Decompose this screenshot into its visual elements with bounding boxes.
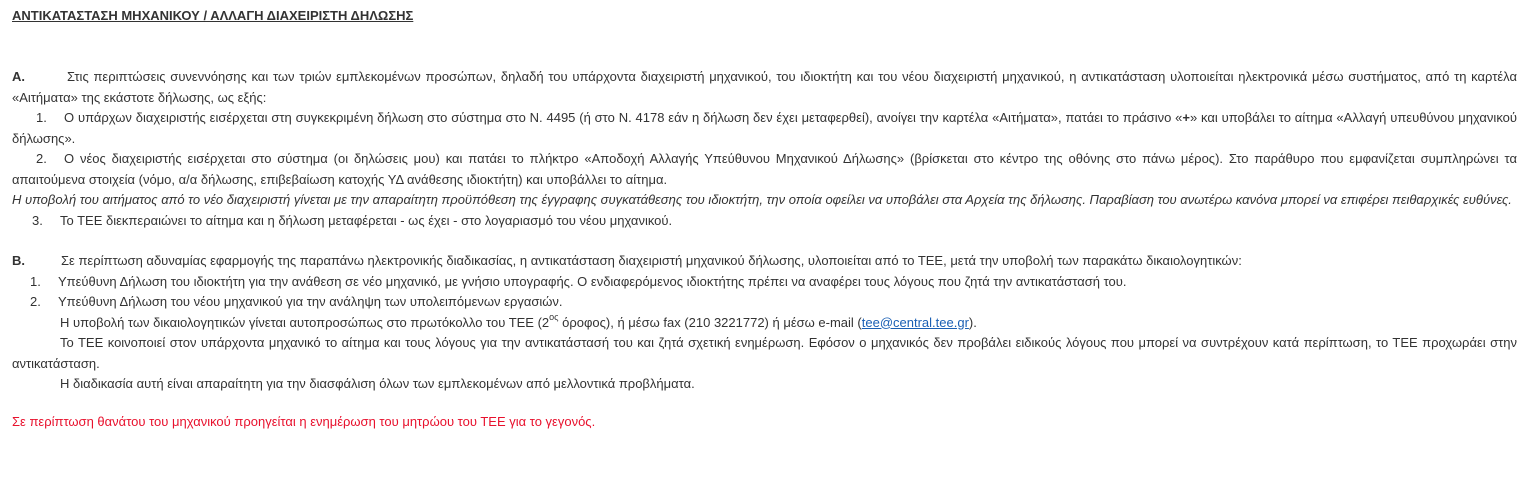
section-a-intro-text: Στις περιπτώσεις συνεννόησης και των τριών εμπλεκομένων προσώπων, δηλαδή του υπάρχοντα διαχειριστή μηχανικού, του ιδιοκτήτη και του νέου διαχειριστή μηχανικού, η αντικατάσταση υλοποιείται ηλεκτρονικά μέσω συστήματος, από τη καρτέλα «Αιτήματα» της εκάστοτε δήλωσης, ως εξής: <box>12 69 1517 105</box>
section-b-item-2-text: Υπεύθυνη Δήλωση του νέου μηχανικού για την ανάληψη των υπολειπόμενων εργασιών. <box>58 294 563 309</box>
floor-superscript: ος <box>549 311 559 322</box>
document-body <box>12 6 1517 432</box>
section-a-item-2 <box>12 149 1517 190</box>
section-a-item-1 <box>12 108 1517 149</box>
list-number: 2. <box>36 151 47 166</box>
submission-info <box>12 313 1517 334</box>
submission-text: Η υποβολή των δικαιολογητικών γίνεται αυτοπροσώπως στο πρωτόκολλο του ΤΕΕ (2 <box>60 314 550 330</box>
notify-paragraph: Το ΤΕΕ κοινοποιεί στον υπάρχοντα μηχανικό το αίτημα και τους λόγους για την αντικατάστασή του και ζητά σχετική ενημέρωση. Εφόσον ο μηχανικός δεν προβάλει ειδικούς λόγους που μπορεί να συντρέχουν κατά περίπτωση, το ΤΕΕ προχωράει στην αντικατάσταση. <box>12 335 1517 371</box>
section-a-item-3 <box>12 211 1517 232</box>
section-a-item-1-text-end: » και υποβάλει το αίτημα «Αλλαγή υπευθύνου μηχανικού δήλωσης». <box>12 110 1518 146</box>
section-a-label: Α. <box>12 69 25 84</box>
list-number: 2. <box>30 294 41 309</box>
submission-text-mid: όροφος), ή μέσω fax (210 3221772) ή μέσω e-mail ( <box>558 314 862 330</box>
section-b-label: Β. <box>12 253 25 268</box>
section-b-intro <box>12 251 1517 272</box>
section-a-item-2-text: Ο νέος διαχειριστής εισέρχεται στο σύστημα (οι δηλώσεις μου) και πατάει το πλήκτρο «Αποδοχή Αλλαγής Υπεύθυνου Μηχανικού Δήλωσης» (βρίσκεται στο κέντρο της οθόνης στο πάνω μέρος). Στο παράθυρο που εμφανίζεται συμπληρώνει τα απαιτούμενα στοιχεία (νόμο, α/α δήλωσης, επιβεβαίωση κατοχής ΥΔ ανάθεσης ιδιοκτήτη) και υποβάλλει το αίτημα. <box>12 151 1517 187</box>
section-b-item-2 <box>12 292 1517 313</box>
section-a-intro <box>12 67 1517 108</box>
death-warning-note: Σε περίπτωση θανάτου του μηχανικού προηγείται η ενημέρωση του μητρώου του ΤΕΕ για το γεγονός. <box>12 413 596 429</box>
section-b-item-1-text: Υπεύθυνη Δήλωση του ιδιοκτήτη για την ανάθεση σε νέο μηχανικό, με γνήσιο υπογραφής. Ο ενδιαφερόμενος ιδιοκτήτης πρέπει να αναφέρει τους λόγους που ζητά την αντικατάστασή του. <box>58 273 1127 289</box>
section-a-item-1-text: Ο υπάρχων διαχειριστής εισέρχεται στη συγκεκριμένη δήλωση στο σύστημα στο Ν. 4495 (ή στο Ν. 4178 εάν η δήλωση δεν έχει μεταφερθεί), ανοίγει την καρτέλα «Αιτήματα», πατάει το πράσινο « <box>64 110 1183 125</box>
list-number: 1. <box>30 273 41 289</box>
section-a-note: Η υποβολή του αιτήματος από το νέο διαχειριστή γίνεται με την απαραίτητη προϋπόθεση της έγγραφης συγκατάθεσης του ιδιοκτήτη, την οποία οφείλει να υποβάλει στα Αρχεία της δήλωσης. Παραβίαση του ανωτέρω κανόνα μπορεί να επιφέρει πειθαρχικές ευθύνες. <box>12 192 1512 207</box>
section-divider <box>12 231 1517 251</box>
section-b-item-1 <box>12 272 1517 293</box>
plus-symbol: + <box>1182 110 1190 125</box>
email-link[interactable]: tee@central.tee.gr <box>861 314 969 330</box>
section-a-item-3-text: Το ΤΕΕ διεκπεραιώνει το αίτημα και η δήλωση μεταφέρεται - ως έχει - στο λογαριασμό του νέου μηχανικού. <box>60 212 673 228</box>
section-b <box>12 251 1517 395</box>
section-b-intro-text: Σε περίπτωση αδυναμίας εφαρμογής της παραπάνω ηλεκτρονικής διαδικασίας, η αντικατάσταση διαχειριστή μηχανικού δήλωσης, υλοποιείται από το ΤΕΕ, μετά την υποβολή των παρακάτω δικαιολογητικών: <box>61 253 1242 268</box>
list-number: 3. <box>32 212 43 228</box>
section-a <box>12 67 1517 231</box>
list-number: 1. <box>36 110 47 125</box>
safety-paragraph: Η διαδικασία αυτή είναι απαραίτητη για την διασφάλιση όλων των εμπλεκομένων από μελλοντικά προβλήματα. <box>60 376 695 391</box>
submission-text-end: ). <box>968 314 977 330</box>
page-title: ΑΝΤΙΚΑΤΑΣΤΑΣΗ ΜΗΧΑΝΙΚΟΥ / ΑΛΛΑΓΗ ΔΙΑΧΕΙΡΙΣΤΗ ΔΗΛΩΣΗΣ <box>12 8 414 23</box>
